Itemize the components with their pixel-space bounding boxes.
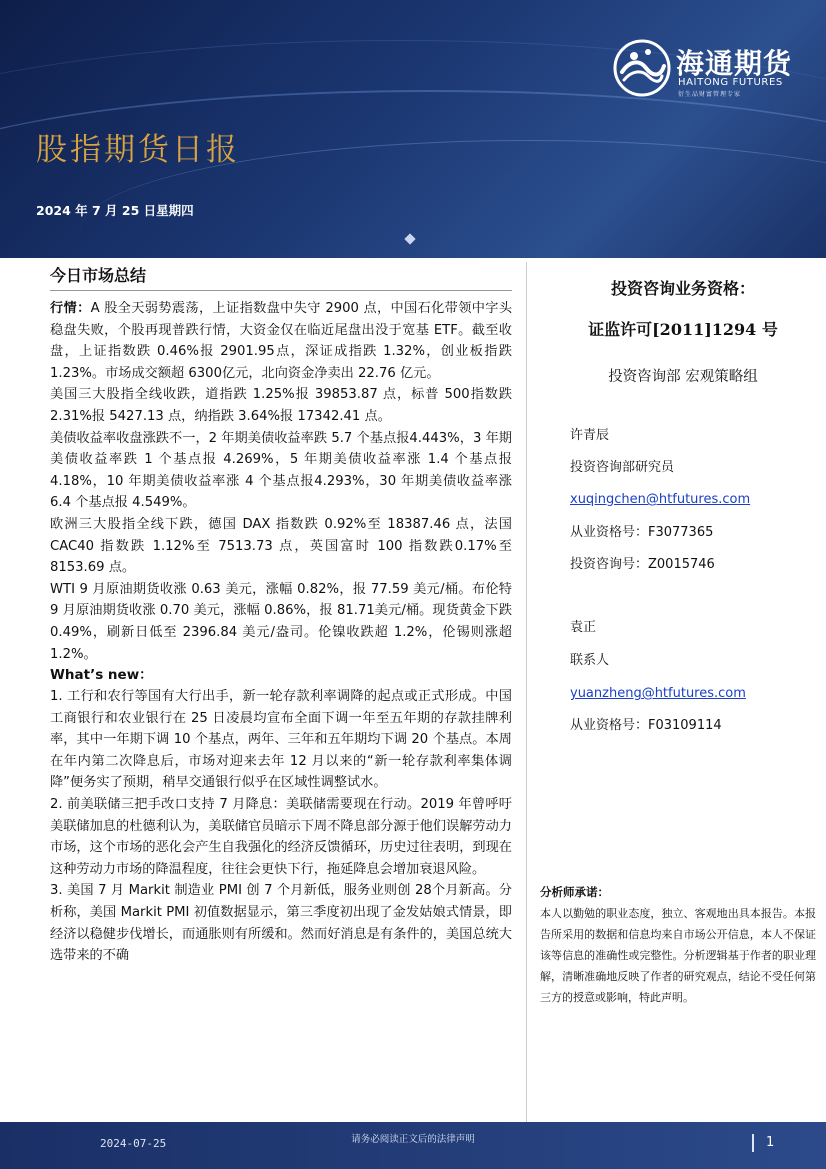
section-title: 今日市场总结 [50, 266, 147, 285]
analyst-consult-number: 投资咨询号：Z0015746 [570, 557, 715, 572]
report-title: 股指期货日报 [36, 132, 240, 168]
report-header [0, 0, 826, 258]
analyst-title: 投资咨询部研究员 [570, 460, 675, 475]
department-name: 投资咨询部 宏观策略组 [608, 369, 758, 385]
logo-slogan: 衍生品财富管理专家 [678, 91, 742, 98]
promise-title: 分析师承诺： [540, 885, 609, 899]
analyst-promise [540, 882, 816, 1008]
analyst-license: 从业资格号：F3077365 [570, 525, 714, 540]
logo-english-name: HAITONG FUTURES [678, 77, 783, 88]
market-label: 行情： [50, 301, 91, 316]
whats-new-title: What’s new： [50, 667, 153, 684]
news-item-3: 3. 美国 7 月 Markit 制造业 PMI 创 7 个月新低，服务业则创 28个月新高。分析称，美国 Markit PMI 初值数据显示，第三季度初出现了金发姑娘式情景，即经济以稳健步伐增长，而通胀则有所缓和。然而好消息是有条件的，美国总统大选带来的不确 [50, 883, 512, 964]
haitong-logo-icon [612, 38, 672, 98]
analyst-email-link[interactable]: xuqingchen@htfutures.com [570, 492, 751, 507]
analyst-email-link[interactable]: yuanzheng@htfutures.com [570, 686, 746, 701]
logo-chinese-name: 海通期货 [676, 47, 793, 80]
page-number: 1 [766, 1135, 775, 1150]
commodities-paragraph: WTI 9 月原油期货收涨 0.63 美元，涨幅 0.82%，报 77.59 美元/桶。布伦特 9 月原油期货收涨 0.70 美元，涨幅 0.86%，报 81.71美元/桶。现货黄金下跌 0.49%，刷新日低至 2396.84 美元/盎司。伦镍收跌超 1.2%，伦锡则涨超 1.2%。 [50, 581, 512, 662]
legal-notice: 请务必阅读正文后的法律声明 [351, 1134, 475, 1145]
column-divider [526, 262, 527, 1122]
footer-divider [752, 1134, 754, 1152]
market-text: A 股全天弱势震荡，上证指数盘中失守 2900 点，中国石化带领中字头稳盘失败，个股再现普跌行情，大资金仅在临近尾盘出没于宽基 ETF。截至收盘，上证指数跌 0.46%报 2901.95点，深证成指跌 1.32%，创业板指跌 1.23%。市场成交额超 6300亿元，北向资金净卖出 22.76 亿元。 [50, 301, 513, 381]
footer-date: 2024-07-25 [100, 1137, 167, 1150]
analyst-title: 联系人 [570, 653, 610, 668]
analyst-name: 袁正 [570, 620, 597, 635]
us-bonds-paragraph: 美债收益率收盘涨跌不一，2 年期美债收益率跌 5.7 个基点报4.443%，3 年期美债收益率跌 1 个基点报 4.269%，5 年期美债收益率涨 1.4 个基点报 4.18%，10 年期美债收益率涨 4 个基点报4.293%，30 年期美债收益率涨 6.4 个基点报 4.549%。 [50, 430, 512, 511]
qualification-license: 证监许可[2011]1294 号 [588, 320, 778, 339]
eu-stocks-paragraph: 欧洲三大股指全线下跌，德国 DAX 指数跌 0.92%至 18387.46 点，法国 CAC40 指数跌 1.12%至 7513.73 点，英国富时 100 指数跌0.17%至 8153.69 点。 [50, 516, 512, 576]
promise-text: 本人以勤勉的职业态度，独立、客观地出具本报告。本报告所采用的数据和信息均来自市场公开信息，本人不保证该等信息的准确性或完整性。分析逻辑基于作者的职业理解，清晰准确地反映了作者的研究观点，结论不受任何第三方的授意或影响，特此声明。 [540, 907, 816, 1004]
section-divider [50, 290, 512, 291]
us-stocks-paragraph: 美国三大股指全线收跌，道指跌 1.25%报 39853.87 点，标普 500指数跌 2.31%报 5427.13 点，纳指跌 3.64%报 17342.41 点。 [50, 387, 512, 424]
page-footer [0, 1122, 826, 1169]
report-date: 2024 年 7 月 25 日星期四 [36, 203, 194, 218]
company-logo [612, 38, 802, 102]
market-summary-column [50, 262, 512, 967]
analyst-name: 许青辰 [570, 428, 610, 443]
qualification-title: 投资咨询业务资格： [610, 279, 755, 298]
market-paragraph [50, 298, 512, 384]
analyst-license: 从业资格号：F03109114 [570, 718, 722, 733]
news-item-2: 2. 前美联储三把手改口支持 7 月降息：美联储需要现在行动。2019 年曾呼吁美联储加息的杜德利认为，美联储官员暗示下周不降息部分源于他们误解劳动力市场，这个市场的恶化会产生自我强化的经济反馈循环，历史过往表明，到现在这种劳动力市场的降温程度，往往会更快下行，拖延降息会增加衰退风险。 [50, 797, 512, 877]
news-item-1: 1. 工行和农行等国有大行出手，新一轮存款利率调降的起点或正式形成。中国工商银行和农业银行在 25 日凌晨均宣布全面下调一年至五年期的存款挂牌利率，其中一年期下调 10 个基点，两年、三年和五年期均下调 20 个基点。本周在年内第二次降息后，市场对迎来去年 12 月以来的“新一轮存款利率集体调降”便务实了预期，稍早交通银行似乎在区域性调整试水。 [50, 689, 512, 791]
